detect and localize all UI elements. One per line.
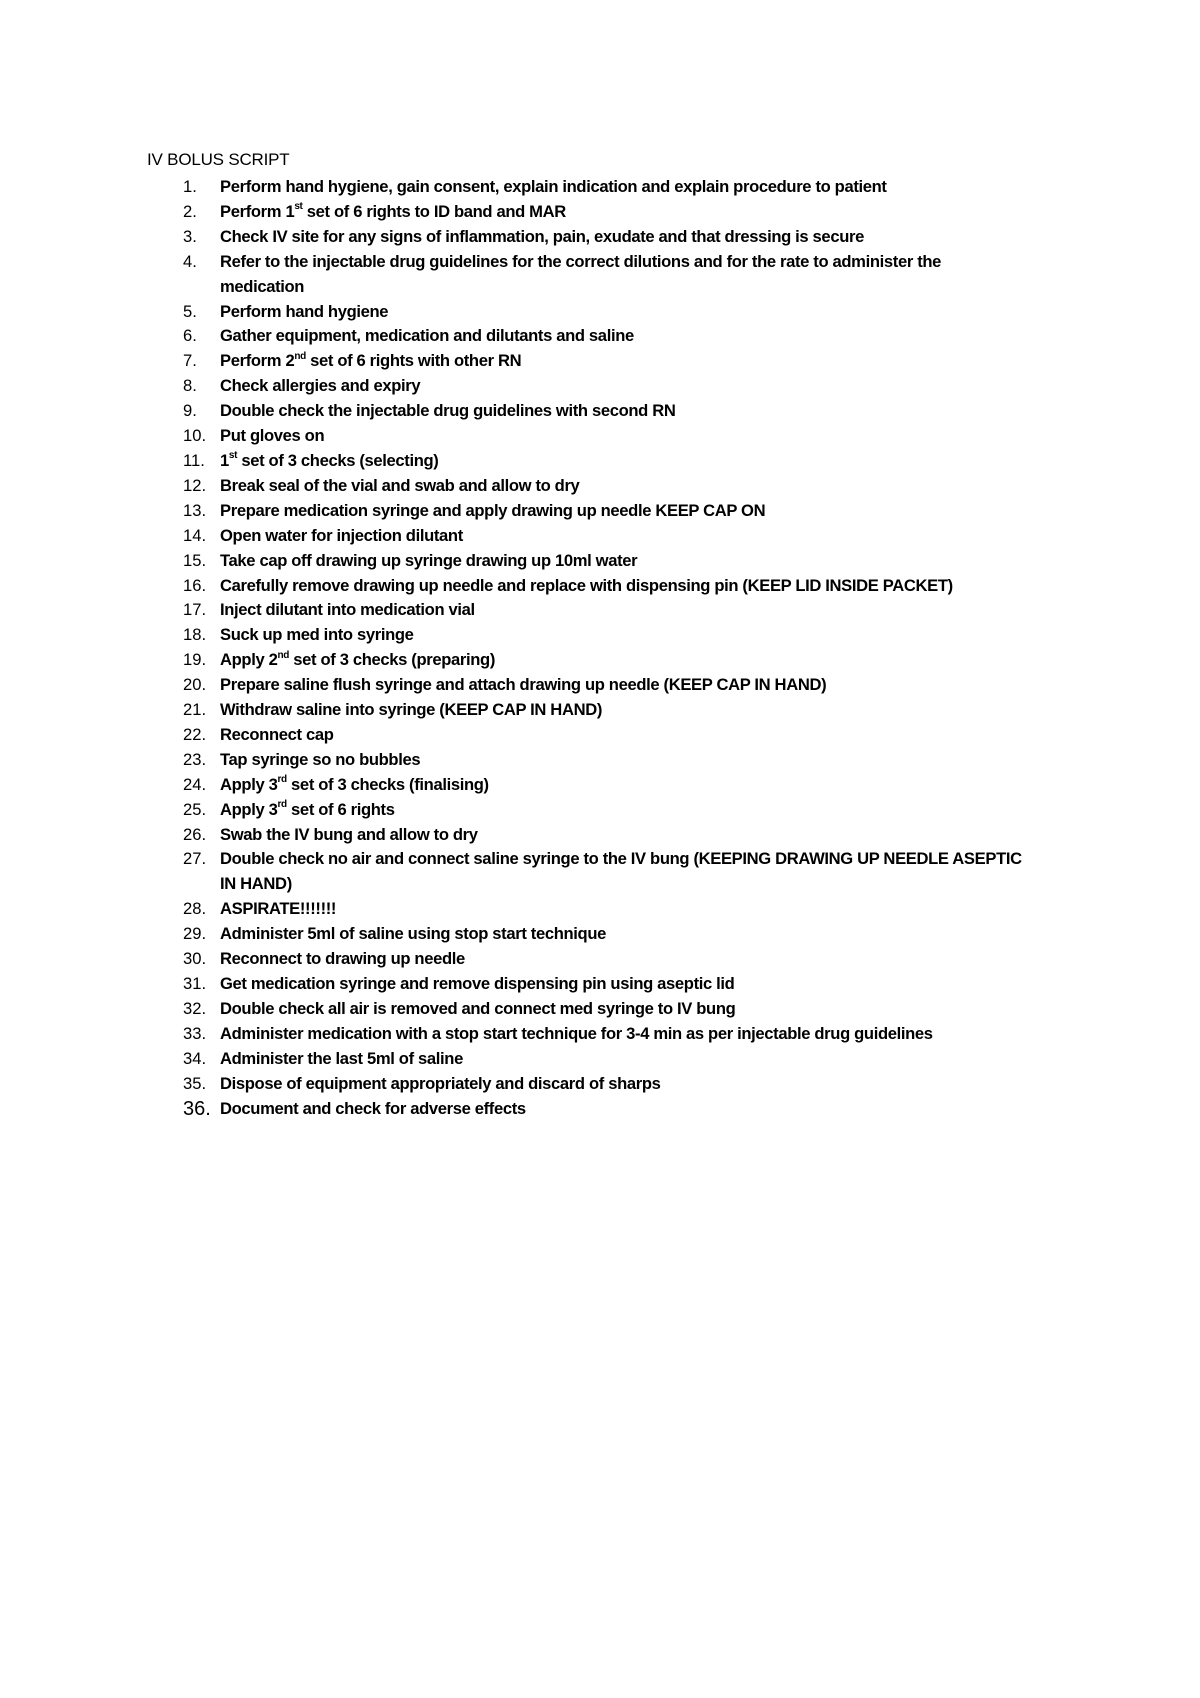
step-text: Double check no air and connect saline syringe to the IV bung (KEEPING DRAWING UP NEEDLE ASEPTIC IN HAND) [220, 849, 1022, 894]
step-text: Get medication syringe and remove dispensing pin using aseptic lid [220, 974, 735, 993]
step-number: 26. [183, 824, 207, 844]
list-item [0, 673, 1200, 698]
step-text: Document and check for adverse effects [220, 1098, 526, 1118]
list-item [0, 823, 1200, 848]
step-text: Withdraw saline into syringe (KEEP CAP IN HAND) [220, 700, 603, 720]
step-number: 14. [183, 525, 207, 545]
step-text: Prepare saline flush syringe and attach drawing up needle (KEEP CAP IN HAND) [220, 675, 827, 695]
step-text: Prepare medication syringe and apply drawing up needle KEEP CAP ON [220, 500, 766, 520]
list-item [0, 698, 1200, 723]
list-item [0, 399, 1200, 424]
step-text: Administer the last 5ml of saline [220, 1048, 463, 1068]
list-item [0, 648, 1200, 673]
ordinal-suffix: rd [277, 799, 287, 811]
list-item [0, 250, 1200, 300]
list-item [0, 598, 1200, 623]
list-item [0, 922, 1200, 947]
list-item [0, 947, 1200, 972]
step-text: 1st set of 3 checks (selecting) [220, 450, 439, 470]
step-text: Apply 3rd set of 3 checks (finalising) [220, 774, 489, 794]
list-item [0, 225, 1200, 250]
step-text: Break seal of the vial and swab and allow to dry [220, 475, 580, 495]
step-number: 23. [183, 749, 207, 769]
list-item [0, 997, 1200, 1022]
step-number: 19. [183, 650, 207, 670]
step-number: 6. [183, 326, 197, 346]
list-item [0, 374, 1200, 399]
step-text: Carefully remove drawing up needle and replace with dispensing pin (KEEP LID INSIDE PACKET) [220, 575, 953, 595]
list-item [0, 897, 1200, 922]
list-item [0, 847, 1200, 897]
step-text: Apply 3rd set of 6 rights [220, 799, 395, 819]
step-text: Administer 5ml of saline using stop start technique [220, 924, 606, 944]
ordinal-suffix: rd [277, 774, 287, 786]
step-number: 4. [183, 251, 197, 271]
list-item [0, 972, 1200, 997]
step-text: Reconnect to drawing up needle [220, 949, 465, 969]
steps-list [0, 175, 1200, 1121]
step-text: Double check the injectable drug guidelines with second RN [220, 401, 676, 421]
step-number: 1. [183, 177, 197, 196]
step-text: Suck up med into syringe [220, 625, 414, 645]
step-text: Check allergies and expiry [220, 376, 421, 396]
list-item [0, 449, 1200, 474]
step-text: Administer medication with a stop start technique for 3-4 min as per injectable drug guidelines [220, 1023, 933, 1043]
step-number: 22. [183, 724, 207, 744]
step-text: Perform hand hygiene [220, 301, 389, 321]
step-number: 11. [183, 450, 205, 470]
list-item [0, 524, 1200, 549]
list-item [0, 300, 1200, 325]
step-text: Take cap off drawing up syringe drawing up 10ml water [220, 550, 638, 570]
list-item [0, 474, 1200, 499]
step-number: 5. [183, 301, 197, 321]
step-number: 17. [183, 600, 207, 620]
list-item [0, 175, 1200, 200]
list-item [0, 773, 1200, 798]
list-item [0, 1097, 1200, 1122]
step-number: 25. [183, 799, 207, 819]
list-item [0, 574, 1200, 599]
list-item [0, 499, 1200, 524]
step-number: 20. [183, 675, 207, 695]
step-number: 7. [183, 351, 197, 371]
step-number: 35. [183, 1073, 207, 1093]
step-text: Tap syringe so no bubbles [220, 749, 421, 769]
step-number: 33. [183, 1023, 207, 1043]
step-text: Reconnect cap [220, 724, 334, 744]
list-item [0, 723, 1200, 748]
list-item [0, 349, 1200, 374]
step-number: 13. [183, 500, 207, 520]
step-text: Open water for injection dilutant [220, 525, 463, 545]
ordinal-suffix: nd [277, 649, 290, 661]
step-text: Perform 1st set of 6 rights to ID band and MAR [220, 201, 566, 221]
ordinal-suffix: nd [294, 350, 306, 362]
step-number: 3. [183, 226, 197, 246]
ordinal-suffix: st [294, 201, 303, 213]
step-text: Inject dilutant into medication vial [220, 600, 475, 620]
step-number: 29. [183, 924, 207, 944]
step-number: 30. [183, 949, 207, 969]
document-title: IV BOLUS SCRIPT [147, 150, 290, 169]
list-item [0, 1072, 1200, 1097]
step-number: 34. [183, 1048, 207, 1068]
step-number: 36. [183, 1097, 211, 1120]
step-number: 32. [183, 998, 207, 1018]
step-text: Dispose of equipment appropriately and discard of sharps [220, 1073, 661, 1093]
step-number: 27. [183, 849, 207, 869]
step-text: Gather equipment, medication and dilutants and saline [220, 326, 634, 346]
list-item [0, 798, 1200, 823]
step-text: Perform hand hygiene, gain consent, explain indication and explain procedure to patient [220, 177, 887, 196]
step-number: 31. [183, 974, 207, 993]
step-text: Swab the IV bung and allow to dry [220, 824, 478, 844]
list-item [0, 549, 1200, 574]
step-text: Perform 2nd set of 6 rights with other RN [220, 350, 522, 371]
step-text: Put gloves on [220, 426, 325, 446]
step-number: 18. [183, 625, 207, 645]
step-number: 24. [183, 774, 207, 794]
list-item [0, 200, 1200, 225]
step-text: Refer to the injectable drug guidelines for the correct dilutions and for the rate to administer the medication [220, 251, 942, 296]
step-number: 2. [183, 201, 197, 221]
list-item [0, 1047, 1200, 1072]
step-text: Apply 2nd set of 3 checks (preparing) [220, 649, 495, 670]
step-number: 28. [183, 899, 207, 919]
step-text: Check IV site for any signs of inflammation, pain, exudate and that dressing is secure [220, 226, 864, 246]
list-item [0, 324, 1200, 349]
step-number: 15. [183, 550, 207, 570]
list-item [0, 623, 1200, 648]
list-item [0, 424, 1200, 449]
step-number: 12. [183, 475, 207, 495]
step-text: ASPIRATE!!!!!!! [220, 899, 337, 919]
step-number: 10. [183, 426, 207, 446]
step-text: Double check all air is removed and connect med syringe to IV bung [220, 998, 736, 1018]
step-number: 9. [183, 401, 197, 421]
ordinal-suffix: st [228, 450, 238, 462]
step-number: 8. [183, 376, 197, 396]
list-item [0, 748, 1200, 773]
list-item [0, 1022, 1200, 1047]
step-number: 21. [183, 700, 207, 720]
step-number: 16. [183, 575, 207, 595]
